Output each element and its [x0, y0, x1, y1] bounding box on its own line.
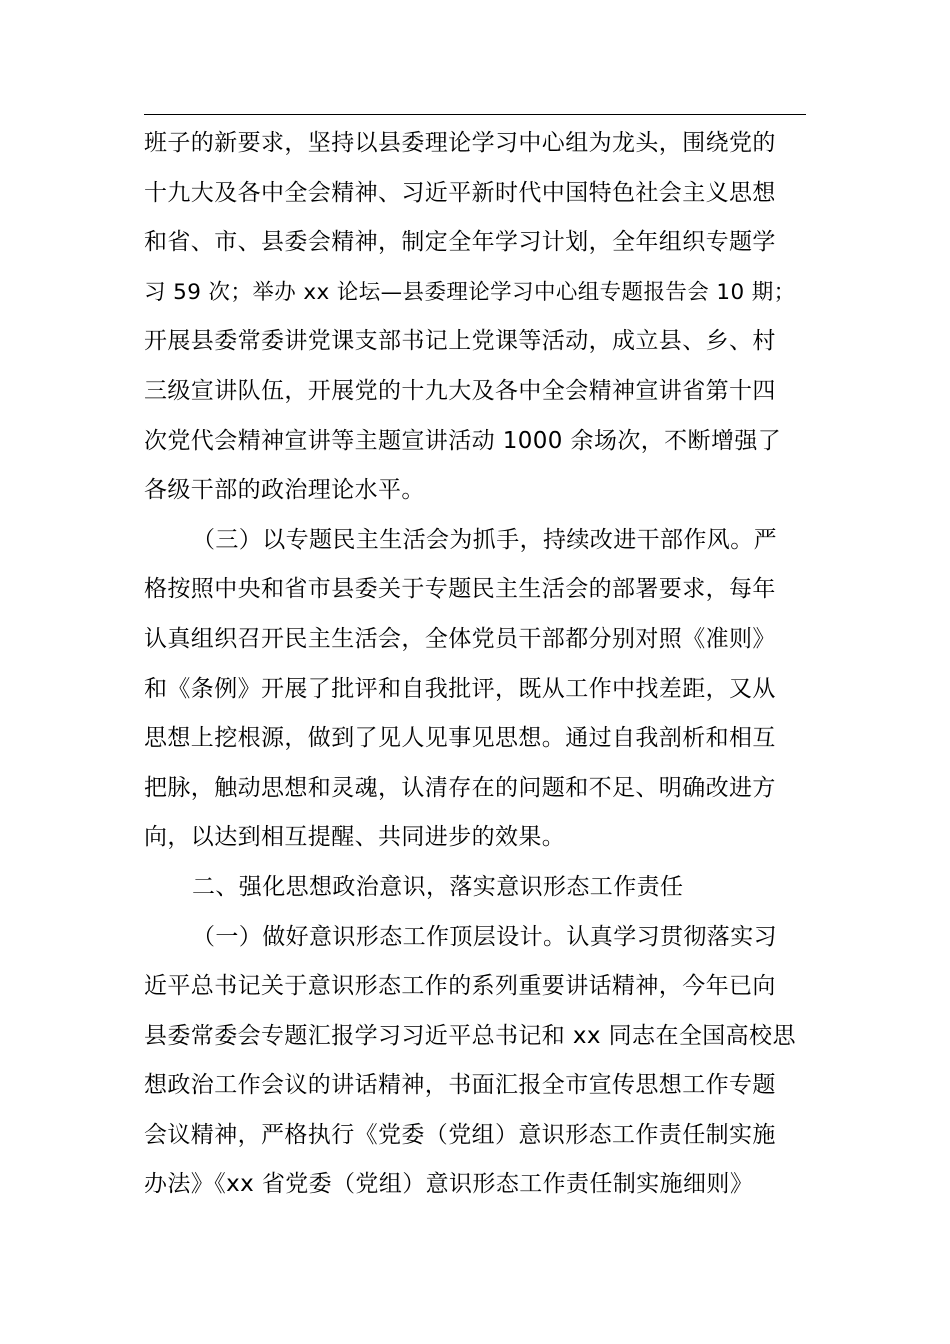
- text-line: 格按照中央和省市县委关于专题民主生活会的部署要求，每年: [144, 576, 776, 603]
- paragraph-heading: （一）做好意识形态工作顶层设计。认真学习贯彻落实习: [192, 923, 777, 950]
- text-line: 十九大及各中全会精神、习近平新时代中国特色社会主义思想: [144, 179, 776, 206]
- text-line: 习 59 次；举办 xx 论坛—县委理论学习中心组专题报告会 10 期；: [144, 279, 796, 305]
- text-line: 办法》《xx 省党委（党组）意识形态工作责任制实施细则》: [144, 1171, 754, 1198]
- text-line: 思想上挖根源，做到了见人见事见思想。通过自我剖析和相互: [144, 725, 776, 752]
- header-rule: [144, 114, 806, 115]
- text-line: 各级干部的政治理论水平。: [144, 477, 425, 504]
- paragraph-heading: （三）以专题民主生活会为抓手，持续改进干部作风。严: [192, 526, 777, 553]
- text-line: 开展县委常委讲党课支部书记上党课等活动，成立县、乡、村: [144, 328, 776, 355]
- text-line: 班子的新要求，坚持以县委理论学习中心组为龙头，围绕党的: [144, 130, 776, 156]
- text-line: 近平总书记关于意识形态工作的系列重要讲话精神，今年已向: [144, 973, 776, 1000]
- document-body: [144, 119, 806, 1210]
- text-line: 想政治工作会议的讲话精神，书面汇报全市宣传思想工作专题: [144, 1072, 776, 1099]
- text-line: 县委常委会专题汇报学习习近平总书记和 xx 同志在全国高校思: [144, 1022, 796, 1049]
- text-line: 会议精神，严格执行《党委（党组）意识形态工作责任制实施: [144, 1121, 776, 1148]
- text-line: 和《条例》开展了批评和自我批评，既从工作中找差距，又从: [144, 675, 776, 702]
- text-line: 把脉，触动思想和灵魂，认清存在的问题和不足、明确改进方: [144, 774, 776, 801]
- text-line: 三级宣讲队伍，开展党的十九大及各中全会精神宣讲省第十四: [144, 377, 776, 404]
- text-line: 认真组织召开民主生活会，全体党员干部都分别对照《准则》: [144, 625, 776, 652]
- section-heading: 二、强化思想政治意识，落实意识形态工作责任: [192, 873, 684, 900]
- text-line: 和省、市、县委会精神，制定全年学习计划，全年组织专题学: [144, 229, 776, 256]
- text-line: 次党代会精神宣讲等主题宣讲活动 1000 余场次，不断增强了: [144, 427, 782, 454]
- text-line: 向，以达到相互提醒、共同进步的效果。: [144, 824, 566, 851]
